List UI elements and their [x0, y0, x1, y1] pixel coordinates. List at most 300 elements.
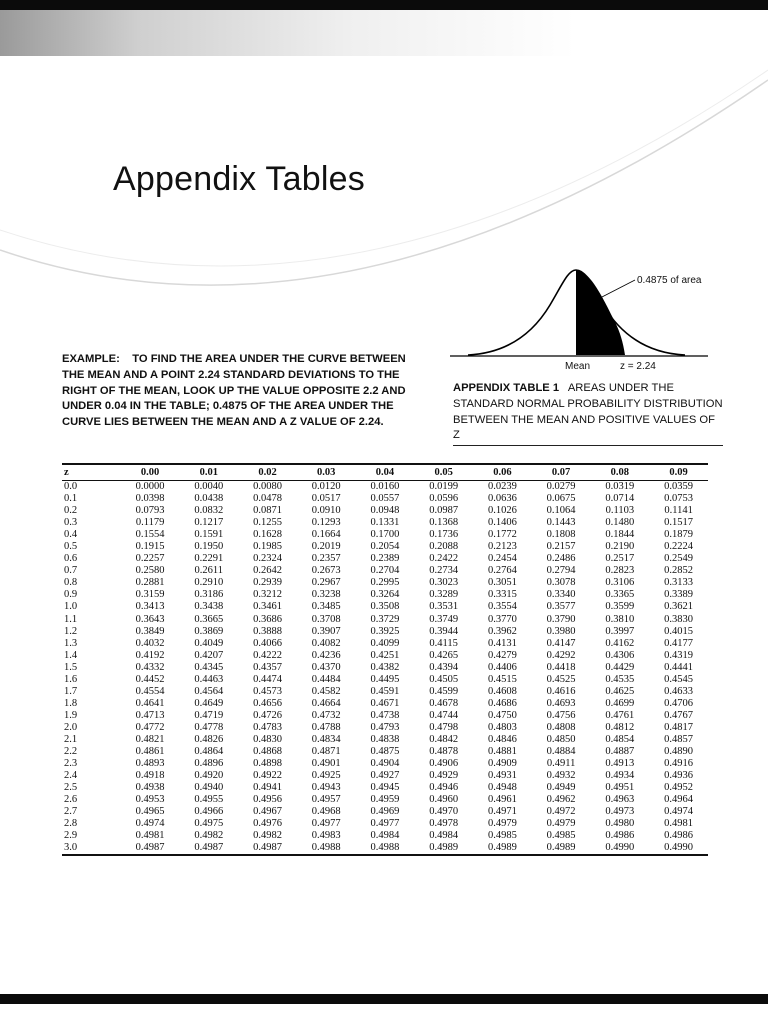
- table-cell: 0.4162: [605, 637, 635, 649]
- table-cell: 0.4948: [487, 782, 517, 794]
- table-cell: 0.3159: [135, 589, 165, 601]
- table-cell: 0.4793: [370, 721, 400, 733]
- table-cell: 0.4980: [605, 818, 635, 830]
- table-cell: 0.3340: [546, 589, 576, 601]
- table-cell: 0.4985: [487, 830, 517, 842]
- column-header: 0.03: [297, 464, 356, 481]
- table-cell: 0.4986: [605, 830, 635, 842]
- table-cell: 0.4706: [664, 697, 694, 709]
- table-cell: 0.4838: [370, 734, 400, 745]
- table-cell: 0.0948: [370, 505, 400, 517]
- table-cell: 0.4798: [429, 721, 459, 733]
- column-header: 0.00: [121, 464, 180, 481]
- table-cell: 0.2910: [194, 577, 224, 589]
- table-cell: 0.3485: [311, 601, 341, 613]
- table-row: [62, 722, 708, 734]
- row-header-z: 1.0: [64, 601, 78, 613]
- table-cell: 0.4608: [487, 685, 517, 697]
- row-header-z: 2.1: [64, 734, 78, 745]
- table-cell: 0.4382: [370, 661, 400, 673]
- row-header-z: 3.0: [62, 842, 121, 855]
- table-cell: 0.4599: [429, 685, 459, 697]
- table-row: [62, 794, 708, 806]
- table-cell: 0.0478: [253, 493, 282, 505]
- table-cell: 0.0199: [429, 481, 459, 493]
- table-cell: 0.4429: [605, 661, 635, 673]
- table-row: [62, 517, 708, 529]
- column-header: 0.04: [356, 464, 415, 481]
- table-body: [62, 481, 708, 856]
- table-cell: 0.4656: [253, 697, 282, 709]
- table-cell: 0.3810: [605, 613, 635, 625]
- table-cell: 0.4732: [311, 709, 341, 721]
- table-cell: 0.4945: [370, 782, 400, 794]
- table-cell: 0.4916: [664, 758, 694, 770]
- table-cell: 0.4515: [487, 673, 517, 685]
- table-row: [62, 553, 708, 565]
- table-cell: 0.2357: [311, 553, 341, 565]
- table-cell: 0.3962: [487, 625, 517, 637]
- table-cell: 0.4292: [546, 649, 576, 661]
- table-cell: 0.4049: [194, 637, 224, 649]
- table-cell: 0.4826: [194, 734, 224, 745]
- table-cell: 0.2157: [546, 541, 576, 553]
- table-cell: 0.4332: [135, 661, 165, 673]
- table-cell: 0.2291: [194, 553, 224, 565]
- table-cell: 0.4957: [311, 794, 341, 806]
- table-row: [62, 589, 708, 601]
- table-cell: 0.3944: [429, 625, 459, 637]
- table-cell: 0.1026: [487, 505, 517, 517]
- table-cell: 0.2967: [311, 577, 341, 589]
- table-cell: 0.2517: [605, 553, 635, 565]
- table-row: [62, 746, 708, 758]
- table-cell: 0.3980: [546, 625, 576, 637]
- table-cell: 0.1217: [194, 517, 224, 529]
- z-label: z = 2.24: [620, 361, 656, 372]
- table-cell: 0.3078: [546, 577, 576, 589]
- table-cell: 0.4495: [370, 673, 400, 685]
- table-cell: 0.4988: [356, 842, 415, 855]
- table-cell: 0.1179: [135, 517, 165, 529]
- table-cell: 0.0120: [311, 481, 341, 493]
- column-header: 0.06: [473, 464, 532, 481]
- table-cell: 0.4756: [546, 709, 576, 721]
- column-header: 0.08: [590, 464, 649, 481]
- table-cell: 0.1700: [370, 529, 400, 541]
- example-heading: EXAMPLE:: [62, 353, 120, 365]
- table-cell: 0.4671: [370, 697, 400, 709]
- table-cell: 0.3577: [546, 601, 576, 613]
- table-cell: 0.4911: [546, 758, 576, 770]
- table-cell: 0.4932: [546, 770, 576, 782]
- table-cell: 0.4573: [253, 685, 282, 697]
- table-cell: 0.3907: [311, 625, 341, 637]
- table-cell: 0.4981: [664, 818, 694, 830]
- table-cell: 0.4952: [664, 782, 694, 794]
- table-cell: 0.2764: [487, 565, 517, 577]
- table-cell: 0.4099: [370, 637, 400, 649]
- table-cell: 0.4633: [664, 685, 694, 697]
- table-cell: 0.4015: [664, 625, 694, 637]
- table-cell: 0.0279: [546, 481, 576, 493]
- table-cell: 0.4949: [546, 782, 576, 794]
- table-cell: 0.3708: [311, 613, 341, 625]
- column-header: 0.07: [532, 464, 591, 481]
- table-cell: 0.2939: [253, 577, 282, 589]
- table-cell: 0.4918: [135, 770, 165, 782]
- table-cell: 0.4884: [546, 746, 576, 758]
- table-cell: 0.4750: [487, 709, 517, 721]
- table-cell: 0.3508: [370, 601, 400, 613]
- table-cell: 0.2019: [311, 541, 341, 553]
- table-cell: 0.4082: [311, 637, 341, 649]
- table-cell: 0.4850: [546, 734, 576, 745]
- table-cell: 0.3749: [429, 613, 459, 625]
- table-row: [62, 758, 708, 770]
- table-cell: 0.4817: [664, 721, 694, 733]
- row-header-z: 0.7: [64, 565, 78, 577]
- row-header-z: 2.6: [64, 794, 78, 806]
- table-cell: 0.4946: [429, 782, 459, 794]
- table-cell: 0.0080: [253, 481, 282, 493]
- table-cell: 0.3643: [135, 613, 165, 625]
- table-cell: 0.4951: [605, 782, 635, 794]
- table-row: [62, 626, 708, 638]
- row-header-z: 0.4: [64, 529, 78, 541]
- table-cell: 0.0832: [194, 505, 224, 517]
- table-cell: 0.4906: [429, 758, 459, 770]
- column-header: 0.01: [179, 464, 238, 481]
- table-cell: 0.4938: [135, 782, 165, 794]
- table-cell: 0.4649: [194, 697, 224, 709]
- table-cell: 0.4115: [429, 637, 458, 649]
- table-cell: 0.4265: [429, 649, 459, 661]
- table-row: [62, 842, 708, 855]
- table-cell: 0.0359: [664, 481, 694, 493]
- table-cell: 0.3438: [194, 601, 224, 613]
- table-cell: 0.4934: [605, 770, 635, 782]
- table-cell: 0.0910: [311, 505, 341, 517]
- table-cell: 0.4236: [311, 649, 341, 661]
- table-cell: 0.4821: [135, 734, 165, 745]
- table-cell: 0.1406: [487, 517, 517, 529]
- table-cell: 0.4744: [429, 709, 459, 721]
- table-cell: 0.4904: [370, 758, 400, 770]
- column-header: 0.05: [414, 464, 473, 481]
- example-body: TO FIND THE AREA UNDER THE CURVE BETWEEN THE MEAN AND A POINT 2.24 STANDARD DEVIATIONS TO THE RIGHT OF THE MEAN, LOOK UP THE VALUE OPPOSITE 2.2 AND UNDER 0.04 IN THE TABLE; 0.4875 OF THE AREA UNDER THE CURVE LIES BETWEEN THE MEAN AND A Z VALUE OF 2.24.: [62, 353, 406, 429]
- table-cell: 0.4973: [605, 806, 635, 818]
- table-cell: 0.4971: [487, 806, 517, 818]
- table-cell: 0.4864: [194, 746, 224, 758]
- table-cell: 0.4979: [487, 818, 517, 830]
- table-cell: 0.4693: [546, 697, 576, 709]
- table-cell: 0.2486: [546, 553, 576, 565]
- table-cell: 0.4147: [546, 637, 576, 649]
- table-header-row: [62, 464, 708, 481]
- table-cell: 0.1443: [546, 517, 576, 529]
- table-cell: 0.0319: [605, 481, 635, 493]
- table-row: [62, 614, 708, 626]
- row-header-z: 1.6: [64, 673, 78, 685]
- table-cell: 0.3413: [135, 601, 165, 613]
- table-cell: 0.3830: [664, 613, 694, 625]
- table-cell: 0.4961: [487, 794, 517, 806]
- table-cell: 0.4977: [311, 818, 341, 830]
- table-cell: 0.4761: [605, 709, 635, 721]
- table-cell: 0.4783: [253, 721, 282, 733]
- table-cell: 0.2995: [370, 577, 400, 589]
- table-cell: 0.3997: [605, 625, 635, 637]
- table-cell: 0.4967: [253, 806, 282, 818]
- column-header: 0.02: [238, 464, 297, 481]
- table-cell: 0.0000: [135, 481, 165, 493]
- table-cell: 0.4898: [253, 758, 282, 770]
- row-header-z: 1.3: [64, 637, 78, 649]
- table-cell: 0.3621: [664, 601, 694, 613]
- table-cell: 0.1517: [664, 517, 694, 529]
- table-cell: 0.4953: [135, 794, 165, 806]
- table-cell: 0.4812: [605, 721, 635, 733]
- table-cell: 0.4968: [311, 806, 341, 818]
- table-cell: 0.3849: [135, 625, 165, 637]
- table-cell: 0.4861: [135, 746, 165, 758]
- row-header-z: 1.4: [64, 649, 78, 661]
- table-row: [62, 662, 708, 674]
- table-row: [62, 734, 708, 746]
- table-cell: 0.4940: [194, 782, 224, 794]
- table-cell: 0.3790: [546, 613, 576, 625]
- example-text: [62, 352, 407, 431]
- table-cell: 0.4778: [194, 721, 224, 733]
- table-cell: 0.4890: [664, 746, 694, 758]
- table-cell: 0.4857: [664, 734, 694, 745]
- table-cell: 0.1064: [546, 505, 576, 517]
- table-cell: 0.4988: [297, 842, 356, 855]
- table-cell: 0.1103: [605, 505, 635, 517]
- row-header-z: 2.8: [64, 818, 78, 830]
- table-row: [62, 770, 708, 782]
- table-cell: 0.4974: [664, 806, 694, 818]
- table-cell: 0.1368: [429, 517, 459, 529]
- column-header-z: z: [62, 464, 121, 481]
- table-cell: 0.4977: [370, 818, 400, 830]
- row-header-z: 1.7: [64, 685, 78, 697]
- table-cell: 0.1915: [135, 541, 165, 553]
- row-header-z: 0.8: [64, 577, 78, 589]
- table-cell: 0.3023: [429, 577, 459, 589]
- table-row: [62, 830, 708, 842]
- table-cell: 0.4987: [121, 842, 180, 855]
- table-row: [62, 698, 708, 710]
- table-cell: 0.4989: [414, 842, 473, 855]
- table-cell: 0.1664: [311, 529, 341, 541]
- table-cell: 0.3665: [194, 613, 224, 625]
- table-cell: 0.4394: [429, 661, 459, 673]
- table-cell: 0.4981: [135, 830, 165, 842]
- row-header-z: 2.7: [64, 806, 78, 818]
- table-cell: 0.4925: [311, 770, 341, 782]
- table-cell: 0.3770: [487, 613, 517, 625]
- table-row: [62, 541, 708, 553]
- row-header-z: 2.9: [64, 830, 78, 842]
- table-cell: 0.1255: [253, 517, 282, 529]
- table-cell: 0.0517: [311, 493, 341, 505]
- table-cell: 0.2190: [605, 541, 635, 553]
- table-caption: [453, 381, 723, 446]
- table-cell: 0.4989: [532, 842, 591, 855]
- table-cell: 0.4441: [664, 661, 694, 673]
- table-row: [62, 529, 708, 541]
- table-cell: 0.4922: [253, 770, 282, 782]
- z-table: [62, 463, 708, 856]
- table-cell: 0.2224: [664, 541, 694, 553]
- table-cell: 0.3729: [370, 613, 400, 625]
- table-cell: 0.1985: [253, 541, 282, 553]
- table-cell: 0.4463: [194, 673, 224, 685]
- table-row: [62, 650, 708, 662]
- table-cell: 0.0675: [546, 493, 576, 505]
- table-caption-text: AREAS UNDER THE STANDARD NORMAL PROBABILITY DISTRIBUTION BETWEEN THE MEAN AND POSITIVE VALUES OF Z: [453, 382, 723, 442]
- table-cell: 0.4972: [546, 806, 576, 818]
- table-cell: 0.4893: [135, 758, 165, 770]
- table-cell: 0.3238: [311, 589, 341, 601]
- table-row: [62, 782, 708, 794]
- table-cell: 0.2422: [429, 553, 459, 565]
- table-cell: 0.4582: [311, 685, 341, 697]
- table-cell: 0.2823: [605, 565, 635, 577]
- table-cell: 0.3389: [664, 589, 694, 601]
- table-row: [62, 710, 708, 722]
- table-cell: 0.4986: [664, 830, 694, 842]
- table-cell: 0.4956: [253, 794, 282, 806]
- table-cell: 0.4699: [605, 697, 635, 709]
- row-header-z: 0.1: [64, 493, 78, 505]
- table-cell: 0.2324: [253, 553, 282, 565]
- table-cell: 0.4767: [664, 709, 694, 721]
- table-cell: 0.4962: [546, 794, 576, 806]
- row-header-z: 2.4: [64, 770, 78, 782]
- table-cell: 0.4131: [487, 637, 517, 649]
- row-header-z: 1.8: [64, 697, 78, 709]
- table-cell: 0.4978: [429, 818, 459, 830]
- row-header-z: 0.2: [64, 505, 78, 517]
- row-header-z: 1.1: [64, 613, 78, 625]
- table-row: [62, 565, 708, 577]
- table-cell: 0.0714: [605, 493, 635, 505]
- table-cell: 0.3186: [194, 589, 224, 601]
- table-cell: 0.2673: [311, 565, 341, 577]
- table-cell: 0.4803: [487, 721, 517, 733]
- table-cell: 0.4545: [664, 673, 694, 685]
- table-cell: 0.4920: [194, 770, 224, 782]
- table-cell: 0.4984: [429, 830, 459, 842]
- row-header-z: 0.0: [64, 481, 78, 493]
- table-cell: 0.4222: [253, 649, 282, 661]
- table-cell: 0.4901: [311, 758, 341, 770]
- table-cell: 0.4357: [253, 661, 282, 673]
- table-cell: 0.4535: [605, 673, 635, 685]
- table-cell: 0.4955: [194, 794, 224, 806]
- table-cell: 0.4984: [370, 830, 400, 842]
- table-cell: 0.1879: [664, 529, 694, 541]
- table-cell: 0.3365: [605, 589, 635, 601]
- row-header-z: 0.9: [64, 589, 78, 601]
- table-cell: 0.4207: [194, 649, 224, 661]
- table-cell: 0.4641: [135, 697, 165, 709]
- table-cell: 0.4834: [311, 734, 341, 745]
- table-row: [62, 577, 708, 589]
- table-cell: 0.0753: [664, 493, 694, 505]
- table-cell: 0.4032: [135, 637, 165, 649]
- row-header-z: 2.3: [64, 758, 78, 770]
- table-cell: 0.1808: [546, 529, 576, 541]
- table-cell: 0.4177: [664, 637, 694, 649]
- row-header-z: 2.5: [64, 782, 78, 794]
- table-cell: 0.1844: [605, 529, 635, 541]
- table-cell: 0.0871: [253, 505, 282, 517]
- row-header-z: 2.2: [64, 746, 78, 758]
- table-cell: 0.4982: [194, 830, 224, 842]
- table-cell: 0.2123: [487, 541, 517, 553]
- table-cell: 0.4970: [429, 806, 459, 818]
- table-cell: 0.3106: [605, 577, 635, 589]
- table-cell: 0.2580: [135, 565, 165, 577]
- area-label: 0.4875 of area: [637, 275, 702, 286]
- column-header: 0.09: [649, 464, 708, 481]
- table-cell: 0.4830: [253, 734, 282, 745]
- table-cell: 0.4251: [370, 649, 400, 661]
- table-cell: 0.4960: [429, 794, 459, 806]
- table-cell: 0.4678: [429, 697, 459, 709]
- table-cell: 0.1950: [194, 541, 224, 553]
- table-cell: 0.4842: [429, 734, 459, 745]
- table-cell: 0.4726: [253, 709, 282, 721]
- table-cell: 0.4985: [546, 830, 576, 842]
- table-cell: 0.3869: [194, 625, 224, 637]
- table-cell: 0.4772: [135, 721, 165, 733]
- table-cell: 0.4990: [590, 842, 649, 855]
- table-cell: 0.4982: [253, 830, 282, 842]
- table-cell: 0.4418: [546, 661, 576, 673]
- table-cell: 0.4192: [135, 649, 165, 661]
- table-cell: 0.2881: [135, 577, 165, 589]
- table-cell: 0.0040: [194, 481, 224, 493]
- table-cell: 0.4966: [194, 806, 224, 818]
- table-cell: 0.4713: [135, 709, 165, 721]
- bottom-scan-border: [0, 994, 768, 1004]
- table-cell: 0.4719: [194, 709, 224, 721]
- table-cell: 0.0239: [487, 481, 517, 493]
- table-cell: 0.3461: [253, 601, 282, 613]
- table-cell: 0.0987: [429, 505, 459, 517]
- table-row: [62, 818, 708, 830]
- table-cell: 0.4306: [605, 649, 635, 661]
- table-cell: 0.4279: [487, 649, 517, 661]
- table-cell: 0.1736: [429, 529, 459, 541]
- table-cell: 0.4987: [179, 842, 238, 855]
- table-cell: 0.4505: [429, 673, 459, 685]
- table-cell: 0.1141: [664, 505, 693, 517]
- table-cell: 0.4875: [370, 746, 400, 758]
- table-cell: 0.0557: [370, 493, 400, 505]
- row-header-z: 1.2: [64, 625, 78, 637]
- table-cell: 0.3315: [487, 589, 517, 601]
- row-header-z: 0.6: [64, 553, 78, 565]
- table-cell: 0.4664: [311, 697, 341, 709]
- table-cell: 0.4983: [311, 830, 341, 842]
- table-cell: 0.3133: [664, 577, 694, 589]
